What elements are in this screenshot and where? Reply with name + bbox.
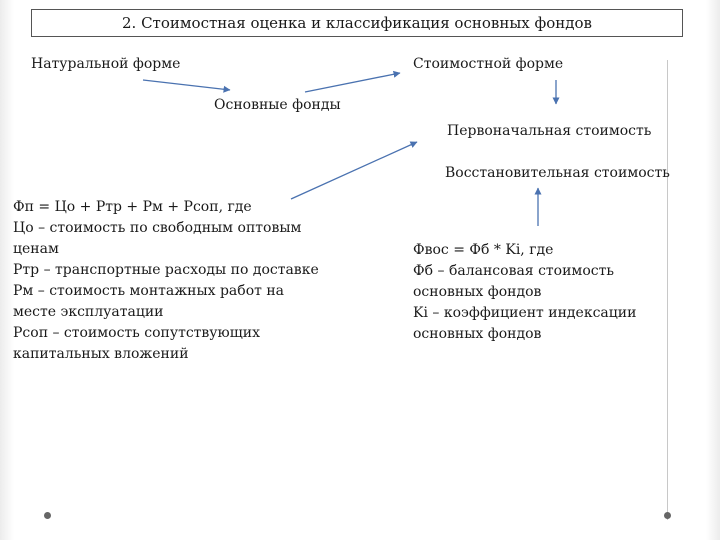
cost-form-label: Стоимостной форме [413,56,564,72]
formula-line: Ki – коэффициент индексации [413,305,637,321]
natural-form-label: Натуральной форме [31,56,181,72]
arrow-fixed-to-cost [305,73,400,92]
formula-line: Рсоп – стоимость сопутствующих [13,325,260,341]
initial-cost-label: Первоначальная стоимость [447,123,652,139]
arrow-natural-to-fixed [143,80,230,90]
formula-line: Фп = Цо + Ртр + Рм + Рсоп, где [13,199,252,215]
initial-cost-formula [13,197,319,365]
formula-line: Ртр – транспортные расходы по доставке [13,262,319,278]
formula-line: капитальных вложений [13,346,189,362]
formula-line: ценам [13,241,59,257]
decor-dot-right [664,512,671,519]
formula-line: Цо – стоимость по свободным оптовым [13,220,302,236]
formula-line: основных фондов [413,326,542,342]
formula-line: Фвос = Фб * Ki, где [413,242,554,258]
slide-title: 2. Стоимостная оценка и классификация основных фондов [31,9,683,37]
replacement-cost-formula [413,240,636,345]
decor-dot-left [44,512,51,519]
formula-line: Фб – балансовая стоимость [413,263,614,279]
formula-line: основных фондов [413,284,542,300]
formula-line: Рм – стоимость монтажных работ на [13,283,285,299]
fixed-assets-label: Основные фонды [214,97,341,113]
arrow-formula-to-initial [291,142,417,199]
formula-line: месте эксплуатации [13,304,164,320]
replacement-cost-label: Восстановительная стоимость [445,165,670,181]
